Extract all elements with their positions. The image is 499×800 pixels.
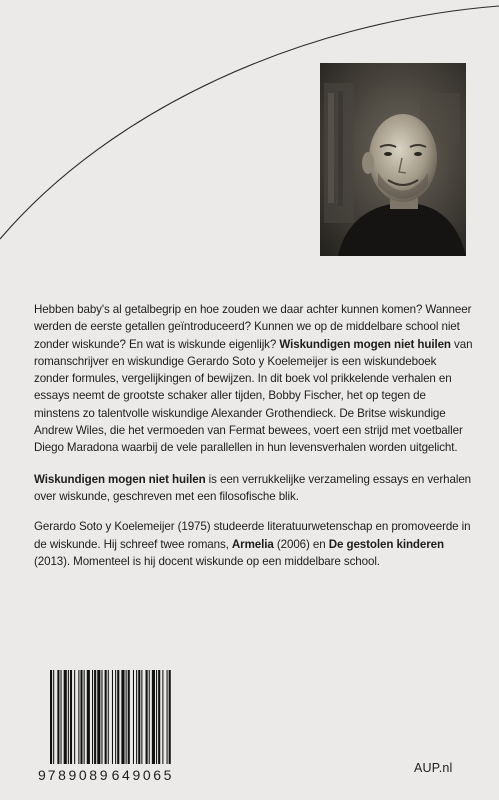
barcode-bars bbox=[38, 670, 174, 770]
isbn-group-1: 789089 bbox=[47, 767, 111, 783]
publisher-website: AUP.nl bbox=[414, 761, 453, 775]
bio-text-2: (2006) en bbox=[273, 537, 329, 551]
isbn-digits bbox=[38, 766, 174, 784]
back-cover-blurb bbox=[34, 301, 474, 570]
author-bio bbox=[34, 518, 474, 570]
isbn-group-2: 649065 bbox=[111, 767, 174, 783]
isbn-barcode bbox=[38, 670, 174, 784]
intro-rest-text: van romanschrijver en wiskundige Gerardo Soto y Koelemeijer is een wiskundeboek zonder formules, vergelijkingen of bewijzen. In dit boek vol prikkelende verhalen en essays neemt de grootste schaker aller tijden, Bobby Fischer, het op tegen de minstens zo talentvolle wiskundige Alexander Grothendieck. De Britse wiskundige Andrew Wiles, die het vermoeden van Fermat bewees, voert een strijd met voetballer Diego Maradona waarbij de vele parallellen in hun levensverhalen worden uitgelicht. bbox=[34, 337, 473, 455]
author-photo bbox=[320, 63, 466, 256]
summary-text: is een verrukkelijke verzameling essays en verhalen over wiskunde, geschreven met een filosofische blik. bbox=[34, 472, 472, 503]
blurb-paragraph-intro bbox=[34, 301, 474, 457]
intro-text: Hebben baby's al getalbegrip en hoe zouden we daar achter kunnen komen? Wanneer werden de eerste getallen geïntroduceerd? Kunnen we op de middelbare school niet zonder wiskunde? En wat is wiskunde eigenlijk? bbox=[34, 303, 472, 351]
book-title-repeat: Wiskundigen mogen niet huilen bbox=[34, 472, 206, 486]
blurb-paragraph-summary bbox=[34, 471, 474, 506]
novel-title-1: Armelia bbox=[231, 537, 274, 551]
bio-text-1: Gerardo Soto y Koelemeijer (1975) studeerde literatuurwetenschap en promoveerde in de wiskunde. Hij schreef twee romans, bbox=[34, 520, 471, 551]
book-title: Wiskundigen mogen niet huilen bbox=[279, 337, 451, 351]
isbn-digit-first: 9 bbox=[38, 767, 47, 783]
novel-title-2: De gestolen kinderen bbox=[328, 537, 444, 551]
bio-text-3: (2013). Momenteel is hij docent wiskunde op een middelbare school. bbox=[34, 554, 380, 568]
